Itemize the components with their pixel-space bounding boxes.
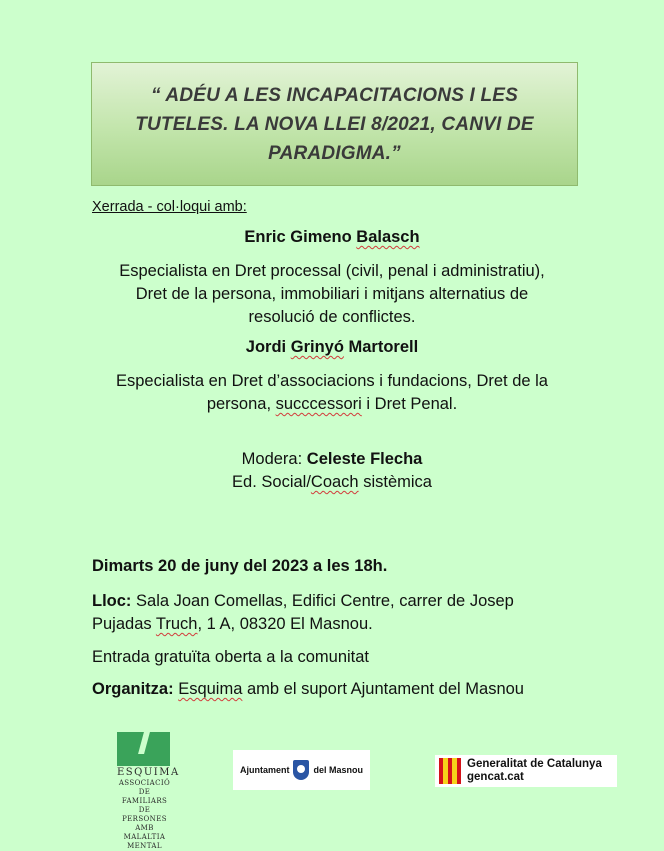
event-date: Dimarts 20 de juny del 2023 a les 18h. xyxy=(92,557,388,575)
ajuntament-logo: Ajuntament del Masnou xyxy=(233,750,370,790)
event-title: “ ADÉU A LES INCAPACITACIONS I LES TUTELES. LA NOVA LLEI 8/2021, CANVI DE PARADIGMA.” xyxy=(135,84,534,164)
intro-text: Xerrada - col·loqui amb: xyxy=(92,199,247,215)
speaker1-name: Enric Gimeno Balasch xyxy=(244,228,420,246)
esquima-mark-icon xyxy=(117,732,170,766)
speaker1-description: Especialista en Dret processal (civil, penal i administratiu), Dret de la persona, immobiliari i mitjans alternatius de resolució de conflictes. xyxy=(119,262,545,326)
generalitat-logo: Generalitat de Catalunya gencat.cat xyxy=(435,755,617,787)
title-box xyxy=(91,62,578,186)
speaker2-name: Jordi Grinyó Martorell xyxy=(245,338,419,356)
entry-info: Entrada gratuïta oberta a la comunitat xyxy=(92,648,370,666)
venue: Lloc: Sala Joan Comellas, Edifici Centre, carrer de Josep Pujadas Truch, 1 A, 08320 El Masnou. xyxy=(92,592,514,633)
senyera-icon xyxy=(439,758,461,784)
moderator: Modera: Celeste Flecha Ed. Social/Coach sistèmica xyxy=(232,450,432,491)
esquima-logo: ESQUIMA ASSOCIACIÓ DE FAMILIARS DE PERSONES AMB MALALTIA MENTAL xyxy=(117,732,172,832)
speaker2-description: Especialista en Dret d’associacions i fundacions, Dret de la persona, succcessori i Dret Penal. xyxy=(116,372,548,413)
organizer: Organitza: Esquima amb el suport Ajuntament del Masnou xyxy=(92,680,524,698)
shield-icon xyxy=(293,760,309,780)
